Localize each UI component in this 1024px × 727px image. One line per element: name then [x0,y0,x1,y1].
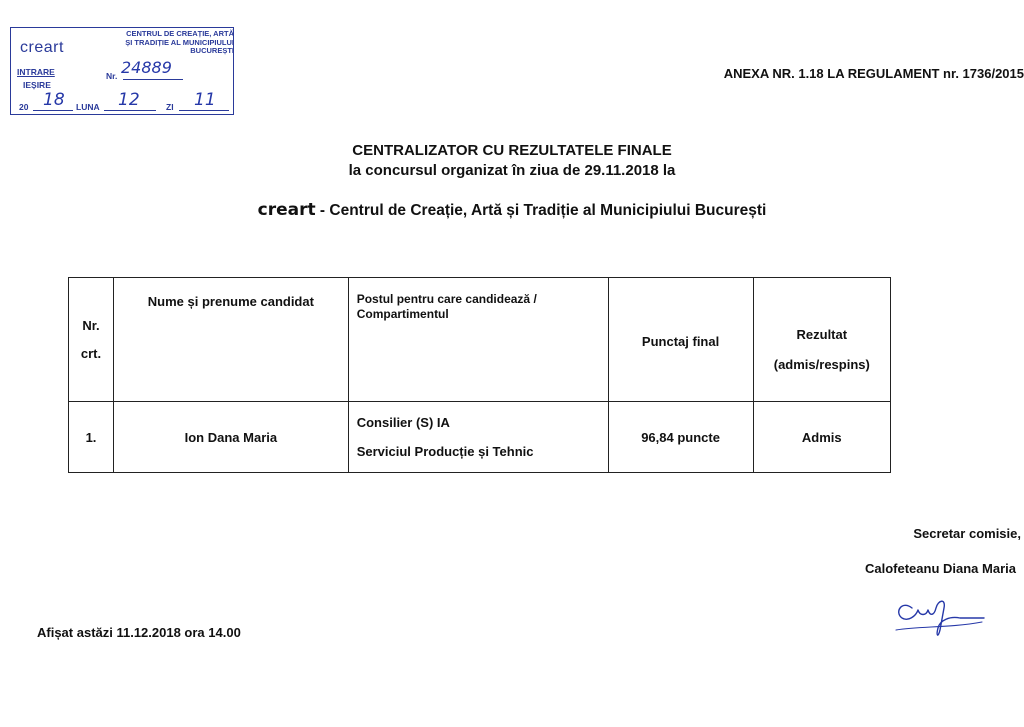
cell-name: Ion Dana Maria [114,402,349,473]
header-score: Punctaj final [608,278,753,402]
posted-notice: Afișat astăzi 11.12.2018 ora 14.00 [37,625,241,640]
cell-nr: 1. [69,402,114,473]
results-table [68,277,891,473]
annex-reference: ANEXA NR. 1.18 LA REGULAMENT nr. 1736/2015 [723,66,1024,81]
cell-result: Admis [753,402,890,473]
document-title: CENTRALIZATOR CU REZULTATELE FINALE [352,142,672,159]
table-row [69,402,891,473]
header-nr-line2: crt. [80,345,102,361]
stamp-day-label: ZI [166,102,174,112]
stamp-nr-value: 24889 [121,58,172,77]
stamp-organization [98,30,234,56]
header-result [753,278,890,402]
header-result-line1: Rezultat [796,326,848,342]
stamp-org-line3: BUCUREȘTI [190,46,234,55]
cell-post-department: Serviciul Producție și Tehnic [356,444,534,459]
header-name: Nume și prenume candidat [114,278,349,402]
cell-post-title: Consilier (S) IA [356,415,450,430]
stamp-logo: creart [20,39,64,56]
stamp-nr-label: Nr. [106,71,118,81]
stamp-iesire-label: IEȘIRE [23,80,51,90]
signature-title: Secretar comisie, [913,526,1021,541]
cell-post [348,402,608,473]
header-post: Postul pentru care candidează / Compartimentul [348,278,608,402]
header-nr-line1: Nr. [82,317,100,333]
signature-name: Calofeteanu Diana Maria [865,561,1016,576]
stamp-year-prefix: 20 [19,102,29,112]
document-subtitle: la concursul organizat în ziua de 29.11.2018 la [348,162,676,179]
institution-name: - Centrul de Creație, Artă și Tradiție al Municipiului București [315,202,767,219]
stamp-year-value: 18 [43,90,65,110]
stamp-month-label: LUNA [76,102,100,112]
stamp-org-line2: ȘI TRADIȚIE AL MUNICIPIULUI [125,37,234,47]
registration-stamp [10,27,234,115]
stamp-day-value: 11 [194,90,216,110]
stamp-month-value: 12 [118,90,140,110]
institution-line [0,200,1024,220]
stamp-intrare-label: INTRARE [17,67,55,77]
stamp-org-line1: CENTRUL DE CREAȚIE, ARTĂ [126,29,234,38]
cell-score: 96,84 puncte [608,402,753,473]
table-header-row [69,278,891,402]
header-result-line2: (admis/respins) [773,356,870,372]
header-nr [69,278,114,402]
handwritten-signature [890,586,990,646]
creart-brand: creart [257,200,316,220]
